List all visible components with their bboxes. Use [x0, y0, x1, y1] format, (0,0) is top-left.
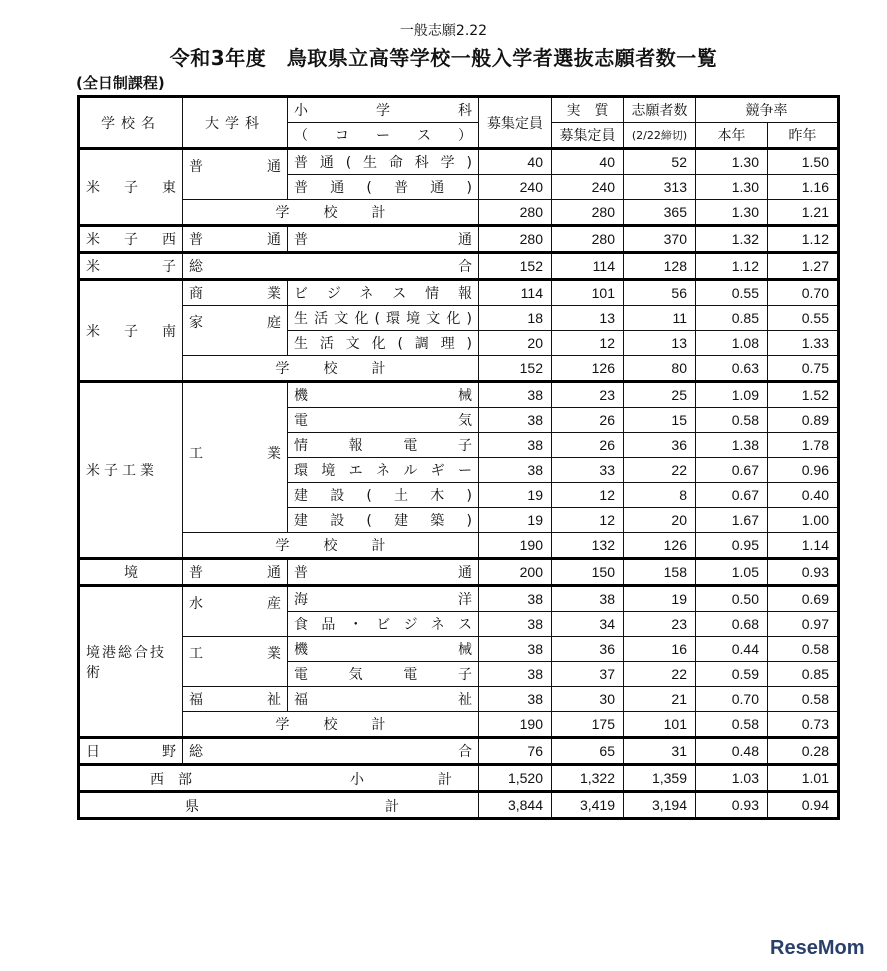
capacity-cell: 114 [479, 280, 552, 306]
actual-capacity-cell: 101 [552, 280, 624, 306]
school-name: 米子 [79, 253, 183, 280]
school-name: 境港総合技術 [79, 586, 183, 738]
applicants-cell: 128 [624, 253, 696, 280]
course-name: 普通 [288, 226, 479, 253]
ratio-last-year-cell: 0.97 [768, 612, 839, 637]
applicants-cell: 52 [624, 149, 696, 175]
ratio-this-year-cell: 0.68 [696, 612, 768, 637]
dept-name: 工業 [183, 382, 288, 533]
ratio-last-year-cell: 1.14 [768, 533, 839, 559]
actual-capacity-cell: 37 [552, 662, 624, 687]
course-name: 機械 [288, 637, 479, 662]
header-applicants: 志願者数 [624, 97, 696, 123]
grand_total-right-label: 計 [385, 799, 399, 815]
ratio-last-year-cell: 0.70 [768, 280, 839, 306]
capacity-cell: 18 [479, 306, 552, 331]
dept-name: 普通 [183, 149, 288, 200]
capacity-cell: 152 [479, 356, 552, 382]
table-row [79, 382, 839, 408]
applicants-cell: 370 [624, 226, 696, 253]
ratio-this-year-cell: 1.05 [696, 559, 768, 586]
ratio-this-year-cell: 1.67 [696, 508, 768, 533]
ratio-this-year-cell: 0.70 [696, 687, 768, 712]
school-name: 米子南 [79, 280, 183, 382]
ratio-last-year-cell: 1.52 [768, 382, 839, 408]
header-dept: 大学科 [183, 97, 288, 149]
ratio-this-year-cell: 1.32 [696, 226, 768, 253]
course-type-label: (全日制課程) [76, 74, 165, 92]
applicants-cell: 23 [624, 612, 696, 637]
header-school: 学校名 [79, 97, 183, 149]
ratio-last-year-cell: 0.93 [768, 559, 839, 586]
dept-name: 家庭 [183, 306, 288, 356]
applicants-cell: 56 [624, 280, 696, 306]
capacity-cell: 38 [479, 433, 552, 458]
ratio-this-year-cell: 1.09 [696, 382, 768, 408]
actual-capacity-cell: 12 [552, 508, 624, 533]
ratio-last-year-cell: 0.40 [768, 483, 839, 508]
ratio-last-year-cell: 1.00 [768, 508, 839, 533]
table-row [79, 586, 839, 612]
school-total-row [79, 200, 839, 226]
course-name: 環境エネルギー [288, 458, 479, 483]
actual-capacity-cell: 65 [552, 738, 624, 765]
ratio-last-year-cell: 1.50 [768, 149, 839, 175]
capacity-cell: 280 [479, 200, 552, 226]
actual-capacity-cell: 132 [552, 533, 624, 559]
applicants-table [77, 95, 840, 820]
ratio-this-year-cell: 0.95 [696, 533, 768, 559]
ratio-last-year-cell: 0.69 [768, 586, 839, 612]
ratio-last-year-cell: 1.01 [768, 765, 839, 792]
capacity-cell: 280 [479, 226, 552, 253]
resemom-logo: ReseMom [770, 937, 865, 959]
applicants-cell: 313 [624, 175, 696, 200]
capacity-cell: 152 [479, 253, 552, 280]
course-name: 生活文化(調理) [288, 331, 479, 356]
school-total-label: 学 校 計 [275, 717, 386, 733]
applicants-cell: 20 [624, 508, 696, 533]
applicants-cell: 101 [624, 712, 696, 738]
ratio-this-year-cell: 0.67 [696, 483, 768, 508]
ratio-this-year-cell: 0.58 [696, 712, 768, 738]
capacity-cell: 190 [479, 712, 552, 738]
western-subtotal-row [79, 765, 839, 792]
capacity-cell: 1,520 [479, 765, 552, 792]
ratio-this-year-cell: 1.03 [696, 765, 768, 792]
ratio-last-year-cell: 0.75 [768, 356, 839, 382]
prefecture-total-row-label-cell [79, 792, 479, 819]
applicants-cell: 31 [624, 738, 696, 765]
capacity-cell: 38 [479, 687, 552, 712]
dept-name: 福祉 [183, 687, 288, 712]
capacity-cell: 38 [479, 662, 552, 687]
applicants-cell: 1,359 [624, 765, 696, 792]
actual-capacity-cell: 26 [552, 408, 624, 433]
dept-name: 商業 [183, 280, 288, 306]
applicants-cell: 158 [624, 559, 696, 586]
capacity-cell: 38 [479, 586, 552, 612]
school-total-label: 学 校 計 [275, 538, 386, 554]
ratio-last-year-cell: 1.12 [768, 226, 839, 253]
course-name: 普通(生命科学) [288, 149, 479, 175]
capacity-cell: 38 [479, 408, 552, 433]
applicants-cell: 126 [624, 533, 696, 559]
actual-capacity-cell: 1,322 [552, 765, 624, 792]
table-row [79, 687, 839, 712]
ratio-last-year-cell: 1.16 [768, 175, 839, 200]
ratio-this-year-cell: 0.55 [696, 280, 768, 306]
course-name: 建設(建築) [288, 508, 479, 533]
ratio-this-year-cell: 0.44 [696, 637, 768, 662]
ratio-last-year-cell: 1.33 [768, 331, 839, 356]
dept-course-merged: 総合 [183, 253, 479, 280]
header-course-sub: （ コ ー ス ） [288, 123, 479, 149]
capacity-cell: 19 [479, 483, 552, 508]
course-name: 普通(普通) [288, 175, 479, 200]
ratio-this-year-cell: 1.30 [696, 200, 768, 226]
header-capacity: 募集定員 [479, 97, 552, 149]
table-body [79, 149, 839, 819]
ratio-last-year-cell: 0.73 [768, 712, 839, 738]
ratio-last-year-cell: 0.85 [768, 662, 839, 687]
header-course: 小 学 科 [288, 97, 479, 123]
applicants-cell: 16 [624, 637, 696, 662]
school-total-label-cell [183, 533, 479, 559]
ratio-last-year-cell: 0.55 [768, 306, 839, 331]
actual-capacity-cell: 175 [552, 712, 624, 738]
course-name: 福祉 [288, 687, 479, 712]
school-name: 日野 [79, 738, 183, 765]
ratio-this-year-cell: 1.12 [696, 253, 768, 280]
actual-capacity-cell: 23 [552, 382, 624, 408]
subtotal-right-label: 小 計 [350, 772, 482, 788]
applicants-cell: 80 [624, 356, 696, 382]
western-subtotal-row-label-cell [79, 765, 482, 792]
ratio-this-year-cell: 0.85 [696, 306, 768, 331]
school-name: 境 [79, 559, 183, 586]
applicants-cell: 36 [624, 433, 696, 458]
capacity-cell: 38 [479, 612, 552, 637]
ratio-this-year-cell: 0.59 [696, 662, 768, 687]
applicants-cell: 3,194 [624, 792, 696, 819]
dept-name: 水産 [183, 586, 288, 637]
subtotal-left-label: 西 部 [150, 772, 192, 788]
course-name: 情報電子 [288, 433, 479, 458]
actual-capacity-cell: 40 [552, 149, 624, 175]
course-name: 普通 [288, 559, 479, 586]
applicants-cell: 11 [624, 306, 696, 331]
school-total-row [79, 356, 839, 382]
capacity-cell: 240 [479, 175, 552, 200]
capacity-cell: 38 [479, 637, 552, 662]
course-name: 食品・ビジネス [288, 612, 479, 637]
ratio-this-year-cell: 0.67 [696, 458, 768, 483]
grand_total-left-label: 県 [185, 799, 199, 815]
applicants-cell: 13 [624, 331, 696, 356]
ratio-last-year-cell: 0.94 [768, 792, 839, 819]
course-name: 海洋 [288, 586, 479, 612]
ratio-last-year-cell: 0.89 [768, 408, 839, 433]
course-name: 電気電子 [288, 662, 479, 687]
school-name: 米子工業 [79, 382, 183, 559]
applicants-cell: 22 [624, 662, 696, 687]
header-ratio-last-year: 昨年 [768, 123, 839, 149]
applicants-cell: 365 [624, 200, 696, 226]
table-row [79, 637, 839, 662]
capacity-cell: 38 [479, 458, 552, 483]
school-total-label-cell [183, 356, 479, 382]
table-row [79, 226, 839, 253]
ratio-last-year-cell: 1.78 [768, 433, 839, 458]
school-name: 米子東 [79, 149, 183, 226]
school-name: 米子西 [79, 226, 183, 253]
ratio-last-year-cell: 0.58 [768, 637, 839, 662]
course-name: 建設(土木) [288, 483, 479, 508]
actual-capacity-cell: 36 [552, 637, 624, 662]
capacity-cell: 76 [479, 738, 552, 765]
ratio-last-year-cell: 0.58 [768, 687, 839, 712]
actual-capacity-cell: 3,419 [552, 792, 624, 819]
actual-capacity-cell: 150 [552, 559, 624, 586]
table-row [79, 280, 839, 306]
header-actual-sub: 募集定員 [552, 123, 624, 149]
table-row [79, 738, 839, 765]
capacity-cell: 38 [479, 382, 552, 408]
ratio-this-year-cell: 0.48 [696, 738, 768, 765]
actual-capacity-cell: 12 [552, 483, 624, 508]
actual-capacity-cell: 30 [552, 687, 624, 712]
header-ratio-this-year: 本年 [696, 123, 768, 149]
school-total-row [79, 533, 839, 559]
capacity-cell: 190 [479, 533, 552, 559]
dept-name: 普通 [183, 226, 288, 253]
course-name: 生活文化(環境文化) [288, 306, 479, 331]
actual-capacity-cell: 34 [552, 612, 624, 637]
actual-capacity-cell: 114 [552, 253, 624, 280]
dept-name: 工業 [183, 637, 288, 687]
actual-capacity-cell: 33 [552, 458, 624, 483]
capacity-cell: 200 [479, 559, 552, 586]
header-actual: 実 質 [552, 97, 624, 123]
prefecture-total-row [79, 792, 839, 819]
actual-capacity-cell: 240 [552, 175, 624, 200]
actual-capacity-cell: 13 [552, 306, 624, 331]
ratio-this-year-cell: 1.30 [696, 175, 768, 200]
table-row [79, 559, 839, 586]
school-total-label-cell [183, 712, 479, 738]
actual-capacity-cell: 38 [552, 586, 624, 612]
ratio-last-year-cell: 1.21 [768, 200, 839, 226]
school-total-label-cell [183, 200, 479, 226]
table-row [79, 149, 839, 175]
actual-capacity-cell: 280 [552, 226, 624, 253]
ratio-this-year-cell: 1.38 [696, 433, 768, 458]
course-name: 機械 [288, 382, 479, 408]
document-subtitle: 一般志願2.22 [399, 23, 488, 39]
dept-course-merged: 総合 [183, 738, 479, 765]
header-ratio: 競争率 [696, 97, 839, 123]
page-title: 令和3年度 鳥取県立高等学校一般入学者選抜志願者数一覧 [169, 46, 718, 70]
applicants-cell: 19 [624, 586, 696, 612]
header-applicants-sub: (2/22締切) [624, 123, 696, 149]
school-total-row [79, 712, 839, 738]
school-total-label: 学 校 計 [275, 205, 386, 221]
dept-name: 普通 [183, 559, 288, 586]
applicants-cell: 25 [624, 382, 696, 408]
applicants-cell: 8 [624, 483, 696, 508]
actual-capacity-cell: 26 [552, 433, 624, 458]
applicants-cell: 15 [624, 408, 696, 433]
table-row [79, 306, 839, 331]
ratio-last-year-cell: 0.96 [768, 458, 839, 483]
ratio-last-year-cell: 0.28 [768, 738, 839, 765]
ratio-this-year-cell: 1.30 [696, 149, 768, 175]
table-row [79, 253, 839, 280]
actual-capacity-cell: 12 [552, 331, 624, 356]
ratio-this-year-cell: 0.63 [696, 356, 768, 382]
capacity-cell: 19 [479, 508, 552, 533]
course-name: ビジネス情報 [288, 280, 479, 306]
capacity-cell: 3,844 [479, 792, 552, 819]
course-name: 電気 [288, 408, 479, 433]
ratio-this-year-cell: 0.50 [696, 586, 768, 612]
ratio-this-year-cell: 0.93 [696, 792, 768, 819]
school-total-label: 学 校 計 [275, 361, 386, 377]
actual-capacity-cell: 280 [552, 200, 624, 226]
capacity-cell: 20 [479, 331, 552, 356]
applicants-cell: 22 [624, 458, 696, 483]
applicants-cell: 21 [624, 687, 696, 712]
ratio-last-year-cell: 1.27 [768, 253, 839, 280]
capacity-cell: 40 [479, 149, 552, 175]
ratio-this-year-cell: 1.08 [696, 331, 768, 356]
actual-capacity-cell: 126 [552, 356, 624, 382]
ratio-this-year-cell: 0.58 [696, 408, 768, 433]
